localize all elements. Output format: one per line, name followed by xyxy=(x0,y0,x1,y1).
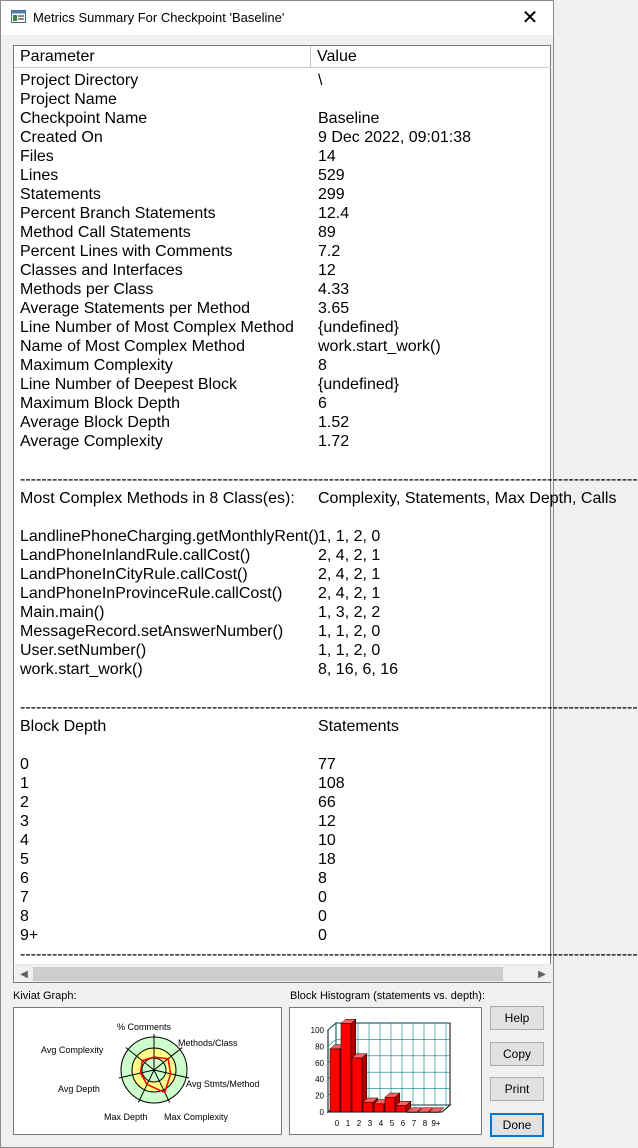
row-value: ------------------------------------------------------------ xyxy=(318,699,638,716)
row-value: 77 xyxy=(318,756,336,773)
row-parameter: Percent Branch Statements xyxy=(20,205,216,222)
report-row[interactable] xyxy=(14,413,550,432)
row-value: 0 xyxy=(318,889,327,906)
row-value: 9 Dec 2022, 09:01:38 xyxy=(318,129,472,146)
histogram-x-tick-label: 0 xyxy=(334,1119,340,1128)
report-row[interactable] xyxy=(14,432,550,451)
row-parameter: 1 xyxy=(20,775,29,792)
histogram-y-tick-label: 60 xyxy=(315,1058,324,1068)
row-value: 12 xyxy=(318,813,336,830)
histogram-x-tick-label: 4 xyxy=(378,1119,384,1128)
report-row[interactable] xyxy=(14,337,550,356)
report-row[interactable] xyxy=(14,755,550,774)
row-parameter: Maximum Block Depth xyxy=(20,395,181,412)
histogram-bar-front xyxy=(352,1058,362,1112)
kiviat-axis-label: % Comments xyxy=(117,1022,172,1032)
report-row[interactable] xyxy=(14,204,550,223)
row-value: {undefined} xyxy=(318,376,399,393)
close-button[interactable] xyxy=(507,1,553,33)
row-parameter: MessageRecord.setAnswerNumber() xyxy=(20,623,284,640)
report-row[interactable] xyxy=(14,907,550,926)
report-row[interactable] xyxy=(14,489,617,508)
kiviat-axis-label: Max Depth xyxy=(104,1112,148,1122)
row-value: 8, 16, 6, 16 xyxy=(318,661,399,678)
block-histogram-label: Block Histogram (statements vs. depth): xyxy=(290,990,486,1002)
row-value: ------------------------------------------------------------ xyxy=(318,471,638,488)
row-value: 8 xyxy=(318,357,327,374)
row-value: 10 xyxy=(318,832,336,849)
row-parameter: 2 xyxy=(20,794,29,811)
row-value: 6 xyxy=(318,395,327,412)
report-row[interactable] xyxy=(14,90,550,109)
row-parameter: 8 xyxy=(20,908,29,925)
row-value: Complexity, Statements, Max Depth, Calls xyxy=(318,490,617,507)
histogram-y-tick-label: 40 xyxy=(315,1075,324,1085)
histogram-y-tick-label: 20 xyxy=(315,1091,324,1101)
close-icon: ✕ xyxy=(521,6,539,29)
report-row[interactable] xyxy=(14,185,550,204)
help-button[interactable]: Help xyxy=(490,1006,544,1030)
histogram-x-tick-label: 8 xyxy=(422,1119,428,1128)
histogram-bar-front xyxy=(330,1049,340,1112)
row-value: 2, 4, 2, 1 xyxy=(318,547,381,564)
report-row[interactable] xyxy=(14,223,550,242)
row-parameter: LandPhoneInlandRule.callCost() xyxy=(20,547,251,564)
scroll-right-icon[interactable]: ▶ xyxy=(538,968,546,980)
row-parameter: work.start_work() xyxy=(20,661,143,678)
row-parameter: Average Statements per Method xyxy=(20,300,251,317)
histogram-bar-front xyxy=(396,1105,406,1112)
histogram-x-tick-label: 2 xyxy=(356,1119,362,1128)
row-value: 4.33 xyxy=(318,281,350,298)
report-row[interactable] xyxy=(14,869,550,888)
metrics-report-list[interactable] xyxy=(13,45,638,983)
kiviat-axis-label: Max Complexity xyxy=(164,1112,229,1122)
histogram-bar-front xyxy=(374,1104,384,1112)
histogram-bar-front xyxy=(363,1102,373,1112)
row-parameter: 0 xyxy=(20,756,29,773)
row-value: 18 xyxy=(318,851,336,868)
report-row[interactable] xyxy=(14,584,550,603)
report-row[interactable] xyxy=(14,109,550,128)
row-value: 529 xyxy=(318,167,345,184)
row-parameter: -------------------------------------------------------- xyxy=(20,699,319,716)
row-value: 7.2 xyxy=(318,243,341,260)
kiviat-axis-label: Methods/Class xyxy=(178,1038,238,1048)
report-row[interactable] xyxy=(14,375,550,394)
histogram-x-tick-label: 1 xyxy=(345,1119,351,1128)
row-parameter: Project Name xyxy=(20,91,117,108)
row-value: 0 xyxy=(318,908,327,925)
report-row[interactable] xyxy=(14,945,638,964)
block-histogram-panel xyxy=(289,1007,482,1135)
kiviat-axis-label: Avg Stmts/Method xyxy=(186,1079,260,1089)
histogram-y-labels xyxy=(311,1026,325,1117)
report-row[interactable] xyxy=(14,641,550,660)
row-value: Statements xyxy=(318,718,399,735)
print-button[interactable]: Print xyxy=(490,1077,544,1101)
report-row[interactable] xyxy=(14,603,550,622)
report-row[interactable] xyxy=(14,527,550,546)
row-parameter: 9+ xyxy=(20,927,39,944)
row-value: 1, 1, 2, 0 xyxy=(318,528,381,545)
histogram-x-tick-label: 9+ xyxy=(431,1119,441,1128)
row-parameter: Files xyxy=(20,148,54,165)
report-row[interactable] xyxy=(14,318,550,337)
row-parameter: Lines xyxy=(20,167,59,184)
row-parameter: 3 xyxy=(20,813,29,830)
report-row[interactable] xyxy=(14,71,550,90)
histogram-y-tick-label: 80 xyxy=(315,1042,324,1052)
histogram-bar-front xyxy=(341,1023,351,1112)
report-row[interactable] xyxy=(14,774,550,793)
row-parameter: Name of Most Complex Method xyxy=(20,338,245,355)
report-row[interactable] xyxy=(14,888,550,907)
row-value: 1, 1, 2, 0 xyxy=(318,642,381,659)
row-value: 3.65 xyxy=(318,300,350,317)
report-row[interactable] xyxy=(14,546,550,565)
row-parameter: 7 xyxy=(20,889,29,906)
row-parameter: LandPhoneInCityRule.callCost() xyxy=(20,566,248,583)
row-parameter: Block Depth xyxy=(20,718,107,735)
report-row[interactable] xyxy=(14,128,550,147)
histogram-x-labels xyxy=(335,1119,441,1128)
row-value: Baseline xyxy=(318,110,380,127)
horizontal-scrollbar[interactable] xyxy=(15,964,551,982)
report-row[interactable] xyxy=(14,394,550,413)
report-row[interactable] xyxy=(14,660,550,679)
row-value: 1.52 xyxy=(318,414,350,431)
title-bar xyxy=(1,1,553,35)
kiviat-graph xyxy=(14,1008,281,1134)
row-value: ------------------------------------------------------------ xyxy=(318,946,638,963)
kiviat-axis-label: Avg Complexity xyxy=(41,1045,104,1055)
row-value: work.start_work() xyxy=(318,338,441,355)
row-parameter: Average Block Depth xyxy=(20,414,171,431)
row-parameter: Line Number of Most Complex Method xyxy=(20,319,294,336)
row-parameter: Line Number of Deepest Block xyxy=(20,376,237,393)
window-title: Metrics Summary For Checkpoint 'Baseline' xyxy=(33,10,285,25)
report-row[interactable] xyxy=(14,622,550,641)
row-parameter: LandPhoneInProvinceRule.callCost() xyxy=(20,585,283,602)
row-parameter: 4 xyxy=(20,832,29,849)
report-row[interactable] xyxy=(14,850,550,869)
row-parameter: Most Complex Methods in 8 Class(es): xyxy=(20,490,295,507)
report-row[interactable] xyxy=(14,736,550,755)
row-value: 2, 4, 2, 1 xyxy=(318,585,381,602)
report-row[interactable] xyxy=(14,926,550,945)
row-parameter: 6 xyxy=(20,870,29,887)
report-row[interactable] xyxy=(14,698,638,717)
block-histogram xyxy=(290,1008,481,1134)
report-row[interactable] xyxy=(14,242,550,261)
histogram-x-tick-label: 6 xyxy=(400,1119,406,1128)
row-value: 14 xyxy=(318,148,336,165)
report-row[interactable] xyxy=(14,356,550,375)
column-header xyxy=(14,46,550,68)
report-row[interactable] xyxy=(14,470,638,489)
report-row[interactable] xyxy=(14,679,550,698)
kiviat-graph-panel xyxy=(13,1007,282,1135)
row-parameter: Statements xyxy=(20,186,101,203)
row-parameter: Method Call Statements xyxy=(20,224,191,241)
row-parameter: -------------------------------------------------------- xyxy=(20,471,319,488)
histogram-bar-front xyxy=(385,1097,395,1112)
column-header-parameter[interactable]: Parameter xyxy=(14,46,311,68)
row-value: 1.72 xyxy=(318,433,350,450)
scrollbar-thumb[interactable] xyxy=(33,967,503,981)
row-value: 12.4 xyxy=(318,205,350,222)
scroll-left-icon[interactable]: ◀ xyxy=(20,968,28,980)
column-header-value[interactable]: Value xyxy=(311,46,551,68)
row-value: {undefined} xyxy=(318,319,399,336)
row-parameter: Methods per Class xyxy=(20,281,154,298)
row-parameter: Checkpoint Name xyxy=(20,110,148,127)
row-parameter: Maximum Complexity xyxy=(20,357,173,374)
report-row[interactable] xyxy=(14,451,550,470)
histogram-x-tick-label: 7 xyxy=(411,1119,417,1128)
row-parameter: User.setNumber() xyxy=(20,642,147,659)
histogram-x-tick-label: 3 xyxy=(367,1119,373,1128)
report-row[interactable] xyxy=(14,565,550,584)
window-app-icon xyxy=(11,10,26,23)
histogram-y-tick-label: 0 xyxy=(319,1108,324,1117)
row-value: 12 xyxy=(318,262,336,279)
row-value: 66 xyxy=(318,794,336,811)
kiviat-axis-label: Avg Depth xyxy=(58,1084,100,1094)
row-value: 8 xyxy=(318,870,327,887)
report-row[interactable] xyxy=(14,280,550,299)
histogram-x-tick-label: 5 xyxy=(389,1119,395,1128)
row-value: 1, 1, 2, 0 xyxy=(318,623,381,640)
row-parameter: Classes and Interfaces xyxy=(20,262,183,279)
histogram-y-tick-label: 100 xyxy=(310,1026,324,1035)
row-parameter: 5 xyxy=(20,851,29,868)
row-value: 299 xyxy=(318,186,345,203)
row-value: 1, 3, 2, 2 xyxy=(318,604,381,621)
kiviat-graph-label: Kiviat Graph: xyxy=(13,990,77,1002)
row-value: 108 xyxy=(318,775,345,792)
row-parameter: Percent Lines with Comments xyxy=(20,243,233,260)
row-parameter: LandlinePhoneCharging.getMonthlyRent() xyxy=(20,528,319,545)
report-row[interactable] xyxy=(14,717,550,736)
row-value: 0 xyxy=(318,927,327,944)
row-parameter: Created On xyxy=(20,129,103,146)
row-value: \ xyxy=(318,72,323,89)
report-row[interactable] xyxy=(14,261,550,280)
row-parameter: -------------------------------------------------------- xyxy=(20,946,319,963)
row-value: 89 xyxy=(318,224,336,241)
report-row[interactable] xyxy=(14,147,550,166)
report-row[interactable] xyxy=(14,299,550,318)
copy-button[interactable]: Copy xyxy=(490,1042,544,1066)
done-button[interactable]: Done xyxy=(490,1113,544,1137)
report-row[interactable] xyxy=(14,166,550,185)
row-parameter: Project Directory xyxy=(20,72,139,89)
report-row[interactable] xyxy=(14,793,550,812)
report-row[interactable] xyxy=(14,812,550,831)
row-parameter: Main.main() xyxy=(20,604,105,621)
report-rows xyxy=(14,71,638,964)
row-parameter: Average Complexity xyxy=(20,433,163,450)
row-value: 2, 4, 2, 1 xyxy=(318,566,381,583)
report-row[interactable] xyxy=(14,831,550,850)
report-row[interactable] xyxy=(14,508,550,527)
